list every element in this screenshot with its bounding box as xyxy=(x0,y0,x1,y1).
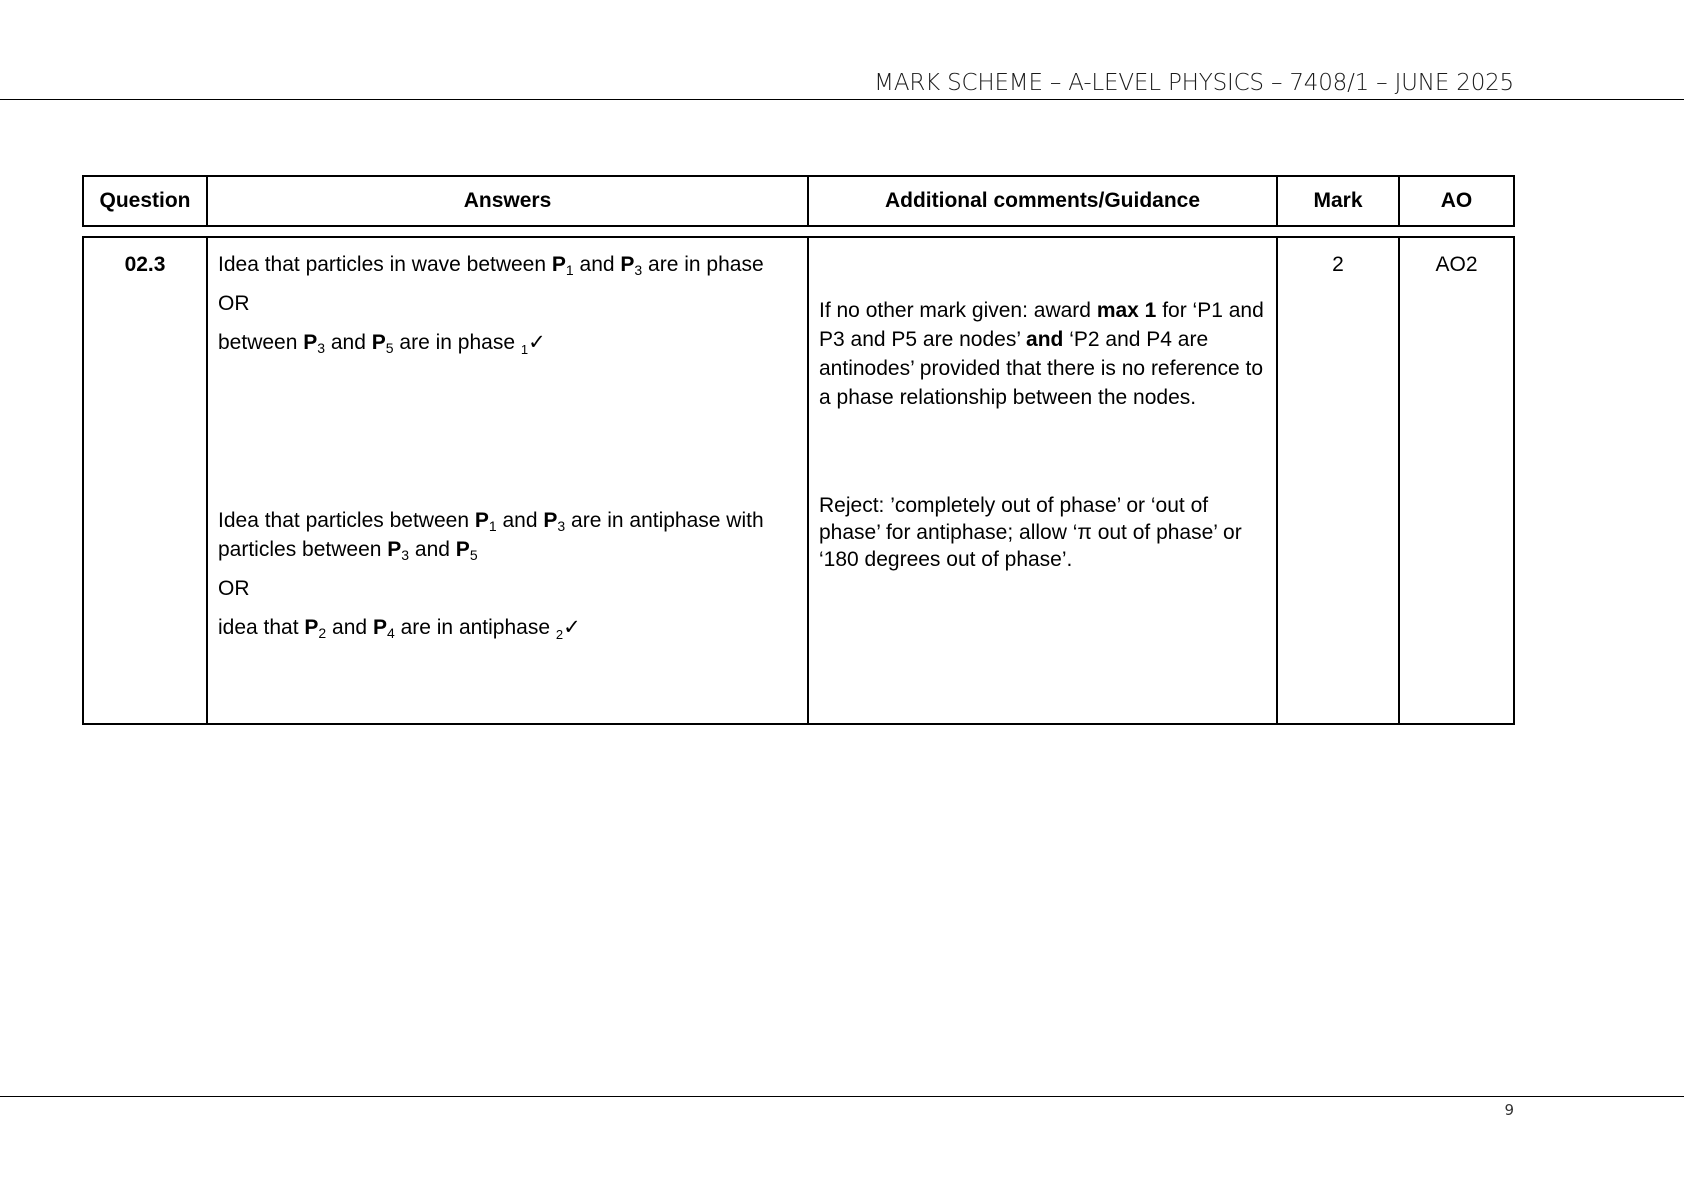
tick-icon: ✓ xyxy=(528,331,546,354)
answer-2a: Idea that particles between $P_1$ and $P_3$ are in antiphase with particles between $P_3$ and $P_5$ xyxy=(218,509,764,563)
mark-value: 2 xyxy=(1277,237,1399,724)
footer-rule xyxy=(0,1096,1684,1097)
table-row xyxy=(83,237,1514,724)
column-header-question: Question xyxy=(83,176,207,226)
or-separator-2: OR xyxy=(218,577,250,600)
answer-1b: between $P_3$ and $P_5$ are in phase $_1$✓ xyxy=(218,331,546,357)
header-row xyxy=(83,176,1514,226)
tick-icon: ✓ xyxy=(563,616,581,639)
table-header xyxy=(82,175,1515,227)
column-header-ao: AO xyxy=(1399,176,1514,226)
answer-2-block xyxy=(218,506,799,642)
column-header-mark: Mark xyxy=(1277,176,1399,226)
answer-2b: idea that $P_2$ and $P_4$ are in antiphase $_2$✓ xyxy=(218,616,581,642)
mark-scheme-table xyxy=(82,236,1515,725)
answer-1a: Idea that particles in wave between $P_1$ and $P_3$ are in phase xyxy=(218,253,764,278)
ao-value: AO2 xyxy=(1399,237,1514,724)
answers-cell xyxy=(207,237,808,724)
header-title: MARK SCHEME – A-LEVEL PHYSICS – 7408/1 – JUNE 2025 xyxy=(874,70,1514,96)
column-header-answers: Answers xyxy=(207,176,808,226)
guidance-cell xyxy=(808,237,1277,724)
guidance-note-1: If no other mark given: award max 1 for ‘P1 and P3 and P5 are nodes’ and ‘P2 and P4 are antinodes’ provided that there is no reference to a phase relationship between the nodes. xyxy=(819,299,1264,409)
page-number: 9 xyxy=(1504,1101,1514,1119)
column-header-guidance: Additional comments/Guidance xyxy=(808,176,1277,226)
or-separator-1: OR xyxy=(218,292,250,315)
header-rule xyxy=(0,99,1684,100)
guidance-note-2: Reject: ’completely out of phase’ or ‘out of phase’ for antiphase; allow ‘π out of phase’ or ‘180 degrees out of phase’. xyxy=(819,494,1242,571)
question-number: 02.3 xyxy=(83,237,207,724)
